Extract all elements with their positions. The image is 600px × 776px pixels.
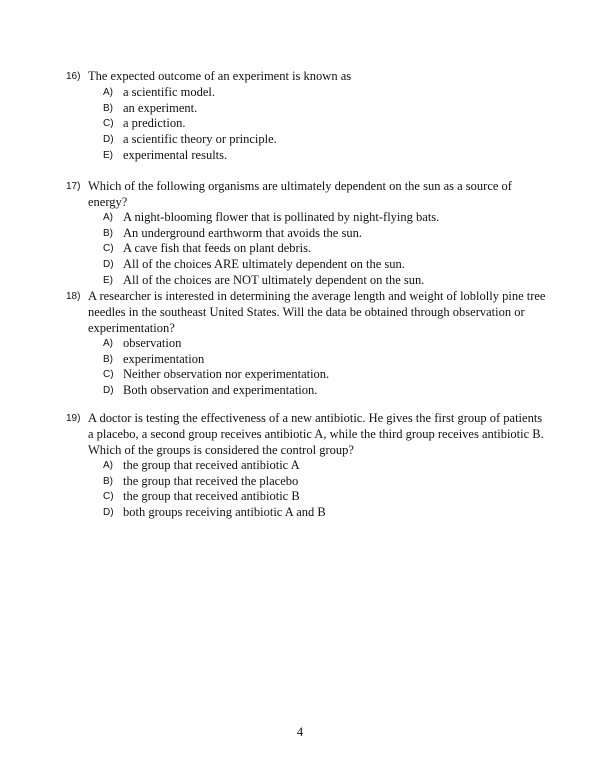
answer-option — [103, 273, 546, 289]
option-text: a scientific model. — [123, 85, 215, 99]
option-text: the group that received antibiotic B — [123, 489, 300, 504]
question-text: A researcher is interested in determining the average length and weight of loblolly pine tree needles in the southeast United States. Will the data be obtained through observation or experimentation? — [88, 289, 546, 335]
answer-option — [103, 489, 546, 505]
option-text: the group that received the placebo — [123, 473, 299, 488]
answer-options — [66, 85, 546, 163]
option-text: experimentation — [123, 351, 205, 366]
question-number: 17) — [66, 181, 81, 192]
option-text: All of the choices ARE ultimately dependent on the sun. — [123, 257, 405, 272]
answer-option — [103, 474, 546, 490]
option-letter: D) — [103, 259, 114, 271]
option-letter: A) — [103, 212, 113, 223]
answer-option — [103, 132, 546, 148]
option-text: A night-blooming flower that is pollinated by night-flying bats. — [123, 210, 440, 224]
question-number: 18) — [66, 291, 81, 302]
option-text: the group that received antibiotic A — [123, 458, 300, 472]
option-letter: C) — [103, 118, 114, 130]
answer-option — [103, 85, 546, 101]
option-text: All of the choices are NOT ultimately dependent on the sun. — [123, 272, 425, 287]
option-letter: B) — [103, 353, 113, 365]
option-text: Neither observation nor experimentation. — [123, 367, 330, 382]
answer-option — [103, 101, 546, 117]
option-text: An underground earthworm that avoids the sun. — [123, 225, 362, 240]
answer-option — [103, 336, 546, 352]
option-text: an experiment. — [123, 100, 198, 115]
option-letter: C) — [103, 369, 114, 381]
option-letter: B) — [103, 227, 113, 239]
option-letter: A) — [103, 338, 113, 349]
option-text: a scientific theory or principle. — [123, 132, 277, 147]
answer-option — [103, 241, 546, 257]
option-text: experimental results. — [123, 147, 228, 162]
question-19 — [66, 410, 546, 521]
option-text: a prediction. — [123, 116, 186, 131]
option-letter: C) — [103, 491, 114, 503]
option-text: Both observation and experimentation. — [123, 383, 318, 398]
option-letter: A) — [103, 87, 113, 98]
question-text: A doctor is testing the effectiveness of a new antibiotic. He gives the first group of patients a placebo, a second group receives antibiotic A, while the third group receives antibiotic B. Which of the groups is considered the control group? — [88, 411, 544, 457]
answer-option — [103, 148, 546, 164]
question-17 — [66, 178, 546, 288]
answer-option — [103, 226, 546, 242]
answer-option — [103, 116, 546, 132]
question-stem — [66, 178, 546, 210]
option-letter: E) — [103, 149, 113, 161]
answer-options — [66, 336, 546, 399]
answer-option — [103, 210, 546, 226]
option-text: A cave fish that feeds on plant debris. — [123, 241, 312, 256]
answer-option — [103, 352, 546, 368]
option-letter: D) — [103, 507, 114, 519]
question-number: 16) — [66, 71, 81, 82]
option-letter: A) — [103, 460, 113, 471]
answer-option — [103, 257, 546, 273]
option-letter: B) — [103, 102, 113, 114]
question-16 — [66, 68, 546, 163]
option-text: observation — [123, 336, 182, 350]
answer-options — [66, 210, 546, 288]
question-text: Which of the following organisms are ultimately dependent on the sun as a source of energy? — [88, 179, 512, 209]
answer-options — [66, 458, 546, 521]
option-letter: C) — [103, 243, 114, 255]
option-text: both groups receiving antibiotic A and B — [123, 505, 326, 520]
option-letter: B) — [103, 475, 113, 487]
question-text: The expected outcome of an experiment is known as — [88, 69, 352, 83]
question-18 — [66, 288, 546, 399]
option-letter: E) — [103, 274, 113, 286]
question-stem — [66, 68, 546, 85]
question-number: 19) — [66, 413, 81, 424]
answer-option — [103, 383, 546, 399]
answer-option — [103, 458, 546, 474]
question-stem — [66, 288, 546, 336]
page-number: 4 — [296, 725, 304, 739]
answer-option — [103, 505, 546, 521]
answer-option — [103, 367, 546, 383]
option-letter: D) — [103, 134, 114, 146]
option-letter: D) — [103, 385, 114, 397]
question-stem — [66, 410, 546, 458]
